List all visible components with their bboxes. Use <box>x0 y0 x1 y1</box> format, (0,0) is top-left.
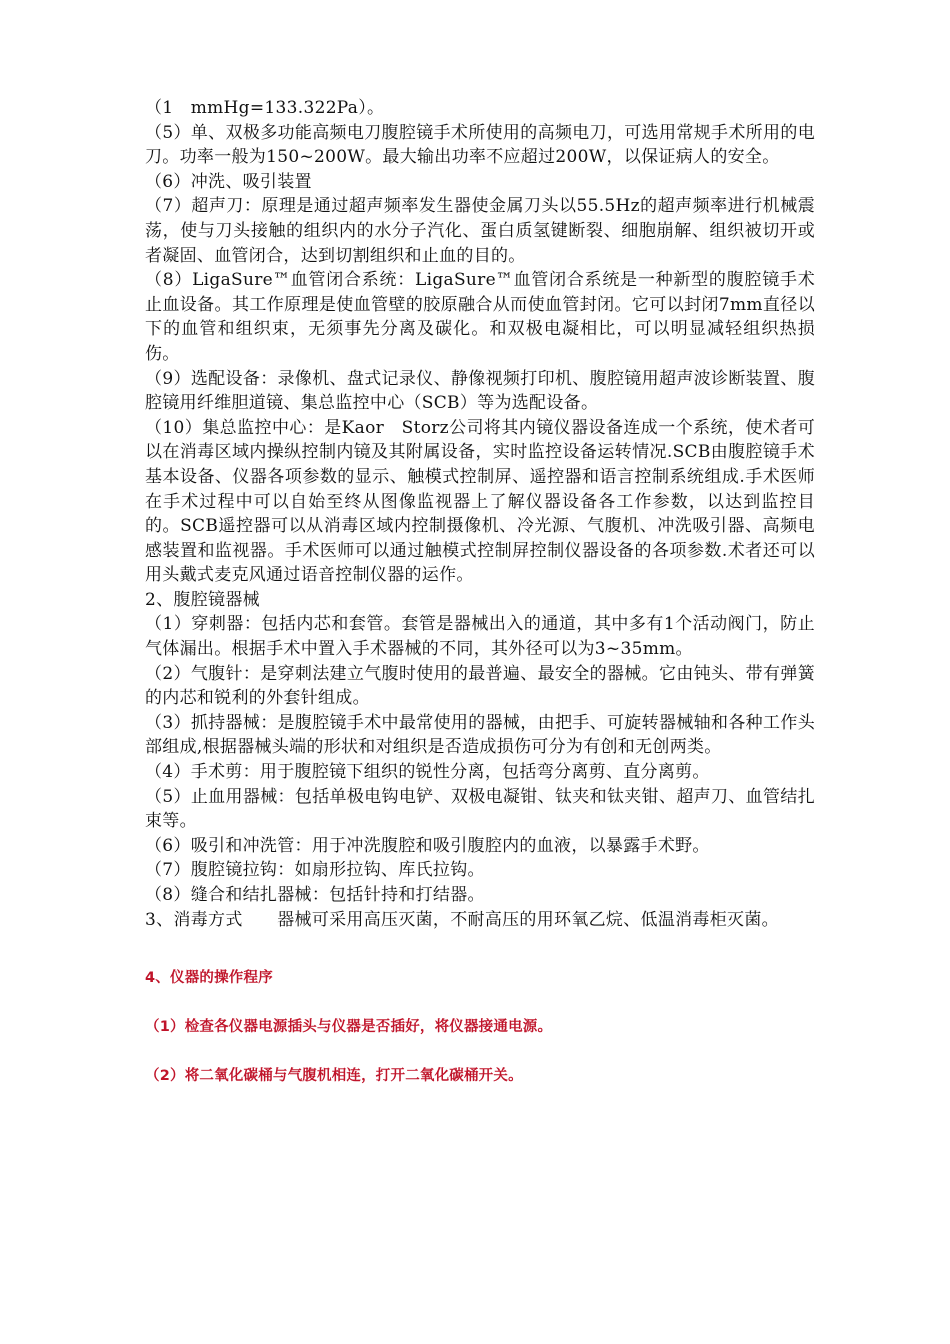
text-paragraph-trocar: （1）穿刺器：包括内芯和套管。套管是器械出入的通道，其中多有1个活动阀门，防止气体漏出。根据手术中置入手术器械的不同，其外径可以为3~35mm。 <box>145 614 815 660</box>
document-page <box>145 96 815 1085</box>
text-paragraph-irrigation-suction: （6）冲洗、吸引装置 <box>145 171 312 192</box>
section-heading-instruments: 2、腹腔镜器械 <box>145 589 260 610</box>
text-paragraph-pressure-unit: （1 mmHg=133.322Pa）。 <box>145 98 385 118</box>
text-paragraph-veress-needle: （2）气腹针：是穿刺法建立气腹时使用的最普遍、最安全的器械。它由钝头、带有弹簧的内芯和锐利的外套针组成。 <box>145 663 815 709</box>
text-paragraph-scissors: （4）手术剪：用于腹腔镜下组织的锐性分离，包括弯分离剪、直分离剪。 <box>145 762 710 783</box>
text-paragraph-electrosurgical-unit: （5）单、双极多功能高频电刀腹腔镜手术所使用的高频电刀，可选用常规手术所用的电刀。功率一般为150~200W。最大输出功率不应超过200W，以保证病人的安全。 <box>145 122 815 168</box>
text-paragraph-suture-ligation: （8）缝合和结扎器械：包括针持和打结器。 <box>145 885 485 905</box>
text-paragraph-hemostatic-instruments: （5）止血用器械：包括单极电钩电铲、双极电凝钳、钛夹和钛夹钳、超声刀、血管结扎束等。 <box>145 786 815 832</box>
text-paragraph-sterilization: 3、消毒方式 器械可采用高压灭菌，不耐高压的用环氧乙烷、低温消毒柜灭菌。 <box>145 909 779 930</box>
text-paragraph-suction-irrigation-tube: （6）吸引和冲洗管：用于冲洗腹腔和吸引腹腔内的血液，以暴露手术野。 <box>145 835 710 856</box>
text-paragraph-optional-equipment: （9）选配设备：录像机、盘式记录仪、静像视频打印机、腹腔镜用超声波诊断装置、腹腔镜用纤维胆道镜、集总监控中心（SCB）等为选配设备。 <box>145 368 815 414</box>
text-paragraph-ultrasonic-scalpel: （7）超声刀：原理是通过超声频率发生器使金属刀头以55.5Hz的超声频率进行机械震荡，使与刀头接触的组织内的水分子汽化、蛋白质氢键断裂、细胞崩解、组织被切开或者凝固、血管闭合，达到切割组织和止血的目的。 <box>145 196 815 266</box>
text-paragraph-retractors: （7）腹腔镜拉钩：如扇形拉钩、库氏拉钩。 <box>145 860 485 881</box>
text-paragraph-scb-monitoring: （10）集总监控中心：是Kaor Storz公司将其内镜仪器设备连成一个系统，使术者可以在消毒区域内操纵控制内镜及其附属设备，实时监控设备运转情况.SCB由腹腔镜手术基本设备、仪器各项参数的显示、触模式控制屏、遥控器和语言控制系统组成.手术医师在手术过程中可以自始至终从图像监视器上了解仪器设备各工作参数，以达到监控目的。SCB遥控器可以从消毒区域内控制摄像机、冷光源、气腹机、冲洗吸引器、高频电感装置和监视器。手术医师可以通过触模式控制屏控制仪器设备的各项参数.术者还可以用头戴式麦克风通过语音控制仪器的运作。 <box>145 417 815 586</box>
procedure-step-1: （1）检查各仪器电源插头与仪器是否插好，将仪器接通电源。 <box>145 1019 553 1036</box>
text-paragraph-graspers: （3）抓持器械：是腹腔镜手术中最常使用的器械，由把手、可旋转器械轴和各种工作头部组成,根据器械头端的形状和对组织是否造成损伤可分为有创和无创两类。 <box>145 712 815 758</box>
procedure-step-2: （2）将二氧化碳桶与气腹机相连，打开二氧化碳桶开关。 <box>145 1068 523 1085</box>
section-heading-operating-procedure: 4、仪器的操作程序 <box>145 970 273 987</box>
text-paragraph-ligasure: （8）LigaSure™血管闭合系统：LigaSure™血管闭合系统是一种新型的腹腔镜手术止血设备。其工作原理是使血管壁的胶原融合从而使血管封闭。它可以封闭7mm直径以下的血管和组织束，无须事先分离及碳化。和双极电凝相比，可以明显减轻组织热损伤。 <box>145 270 815 364</box>
